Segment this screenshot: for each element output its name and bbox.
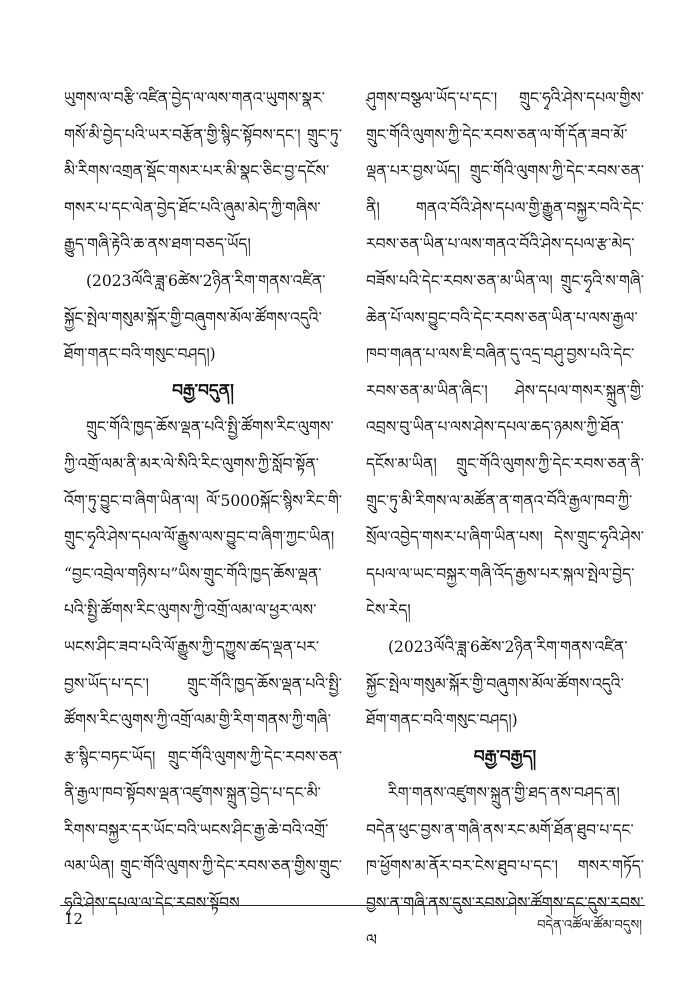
left-source-note: (2023ལོའི་ཟླ་6ཚེས་2ཉིན་རིག་གནས་འཛིན་སྐྱོང་སྤེལ་གསུམ་སྐོར་གྱི་བཞུགས་མོལ་ཚོགས་འདུའི་ཐོག་གནང་བའི་གསུང་བཤད།)	[64, 271, 326, 364]
running-head: བདེན་འཚོལ་ཚོམ་བདུས།	[537, 918, 642, 933]
left-paragraph-1: ཡུགས་ལ་བརྩི་འཛིན་བྱེད་ལ་ལས་གནའ་ཡུགས་སྣར་གསོ་མི་བྱེད་པའི་ཡར་བརྩོན་གྱི་སྙིང་སྟོབས་དང་། གྲུང་ཏུ་མི་རིགས་འགྲན་སྡོང་གསར་པར་མི་སྣང་ཅིང་བྱ་དངོས་གསར་པ་དང་ལེན་བྱེད་ཐོང་པའི་ཞུམ་མེད་ཀྱི་གཞིས་རྒྱུད་གཞི་རྟེའི་ཆ་ནས་ཐག་བཅད་ཡོད།	[64, 89, 342, 254]
right-column	[366, 80, 644, 958]
right-paragraph-1: ཤུགས་བསྩལ་ཡོད་པ་དང་། གྲུང་ཧྭའི་ཤེས་དཔལ་གྱིས་གྲུང་གོའི་ལུགས་ཀྱི་དེང་རབས་ཅན་ལ་གོ་དོན་ཟབ་མོ་ལྡན་པར་བྱས་ཡོད། གྲུང་གོའི་ལུགས་ཀྱི་དེང་རབས་ཅན་ནི། གནའ་བོའི་ཤེས་དཔལ་གྱི་རྒྱུན་བསྐྱར་བའི་དེང་རབས་ཅན་ཡིན་པ་ལས་གནའ་བོའི་ཤེས་དཔལ་རྩ་མེད་བཟོས་པའི་དེང་རབས་ཅན་མ་ཡིན་ལ། གྲུང་ཧྭའི་ས་གཞི་ཆེན་པོ་ལས་བྱུང་བའི་དེང་རབས་ཅན་ཡིན་པ་ལས་རྒྱལ་ཁབ་གཞན་པ་ལས་ཇི་བཞིན་དུ་འདྲ་བཤུ་བྱས་པའི་དེང་རབས་ཅན་མ་ཡིན་ཞིང་། ཤེས་དཔལ་གསར་སྐྲུན་གྱི་འབྲས་བུ་ཡིན་པ་ལས་ཤེས་དཔལ་ཆད་ཉམས་ཀྱི་ཐོན་དངོས་མ་ཡིན། གྲུང་གོའི་ལུགས་ཀྱི་དེང་རབས་ཅན་ནི་གྲུང་ཏུ་མི་རིགས་ལ་མཚོན་ན་གནའ་བོའི་རྒྱལ་ཁབ་ཀྱི་སྲོལ་འབྱེད་གསར་པ་ཞིག་ཡིན་པས། དེས་གྲུང་ཧྭའི་ཤེས་དཔལ་ལ་ཡང་བསྐྱར་གཞི་འོད་རྒྱས་པར་སྐལ་སྤེལ་བྱེད་ངེས་རེད།	[366, 89, 644, 620]
right-source-note: (2023ལོའི་ཟླ་6ཚེས་2ཉིན་རིག་གནས་འཛིན་སྐྱོང་སྤེལ་གསུམ་སྐོར་གྱི་བཞུགས་མོལ་ཚོགས་འདུའི་ཐོག་གནང་བའི་གསུང་བཤད།)	[366, 637, 628, 730]
right-paragraph-2: རིག་གནས་འཛུགས་སྐྲུན་གྱི་ཐད་ནས་བཤད་ན། བདེན་ཕུང་བྱས་ན་གཞི་ནས་རང་མགོ་ཐོན་ཐུབ་པ་དང་ཁ་ཕྱོགས་མ་ནོར་བར་ངེས་ཐུབ་པ་དང་། གསར་གཏོད་བྱས་ན་གཞི་ནས་དུས་རབས་ཤེས་ཚོགས་དང་དུས་རབས་ལ	[366, 784, 644, 949]
footer-rule	[60, 905, 645, 906]
left-column	[64, 80, 342, 922]
page-number: 12	[64, 910, 84, 928]
left-section-heading: བརྒྱ་བདུན།	[172, 380, 234, 401]
left-paragraph-2: གྲུང་གོའི་ཁྱད་ཆོས་ལྡན་པའི་སྤྱི་ཚོགས་རིང་ལུགས་ཀྱི་འགྲོ་ལམ་ནི་མར་ལེ་སིའི་རིང་ལུགས་ཀྱི་སློབ་སྟོན་འོག་ཏུ་བྱུང་བ་ཞིག་ཡིན་ལ། ལོ་5000སྐོང་སྙིས་རིང་གི་གྲུང་ཧྭའི་ཤེས་དཔལ་ལོ་རྒྱུས་ལས་བྱུང་བ་ཞིག་ཀྱང་ཡིན། “བྱང་འབྲེལ་གཉིས་པ”ཡིས་གྲུང་གོའི་ཁྱད་ཆོས་ལྡན་པའི་སྤྱི་ཚོགས་རིང་ལུགས་ཀྱི་འགྲོ་ལམ་ལ་ཕྱར་ལས་ཡངས་ཤིང་ཟབ་པའི་ལོ་རྒྱུས་ཀྱི་དཀྱུས་ཚད་ལྡན་པར་བྱས་ཡོད་པ་དང་། གྲུང་གོའི་ཁྱད་ཆོས་ལྡན་པའི་སྤྱི་ཚོགས་རིང་ལུགས་ཀྱི་འགྲོ་ལམ་གྱི་རིག་གནས་ཀྱི་གཞི་རྩ་སྙིང་བཏང་ཡོད། གྲུང་གོའི་ལུགས་ཀྱི་དེང་རབས་ཅན་ནི་རྒྱལ་ཁབ་སྟོབས་ལྡན་འཛུགས་སྐྲུན་བྱེད་པ་དང་མི་རིགས་བསྐྱར་དར་ཡོང་བའི་ཡངས་ཤིང་རྒྱ་ཆེ་བའི་འགྲོ་ལམ་ཡིན། གྲུང་གོའི་ལུགས་ཀྱི་དེང་རབས་ཅན་གྱིས་གྲུང་ཧྭའི་ཤེས་དཔལ་ལ་དེང་རབས་སྟོབས	[64, 418, 342, 913]
right-section-heading: བརྒྱ་བརྒྱད།	[473, 746, 537, 767]
